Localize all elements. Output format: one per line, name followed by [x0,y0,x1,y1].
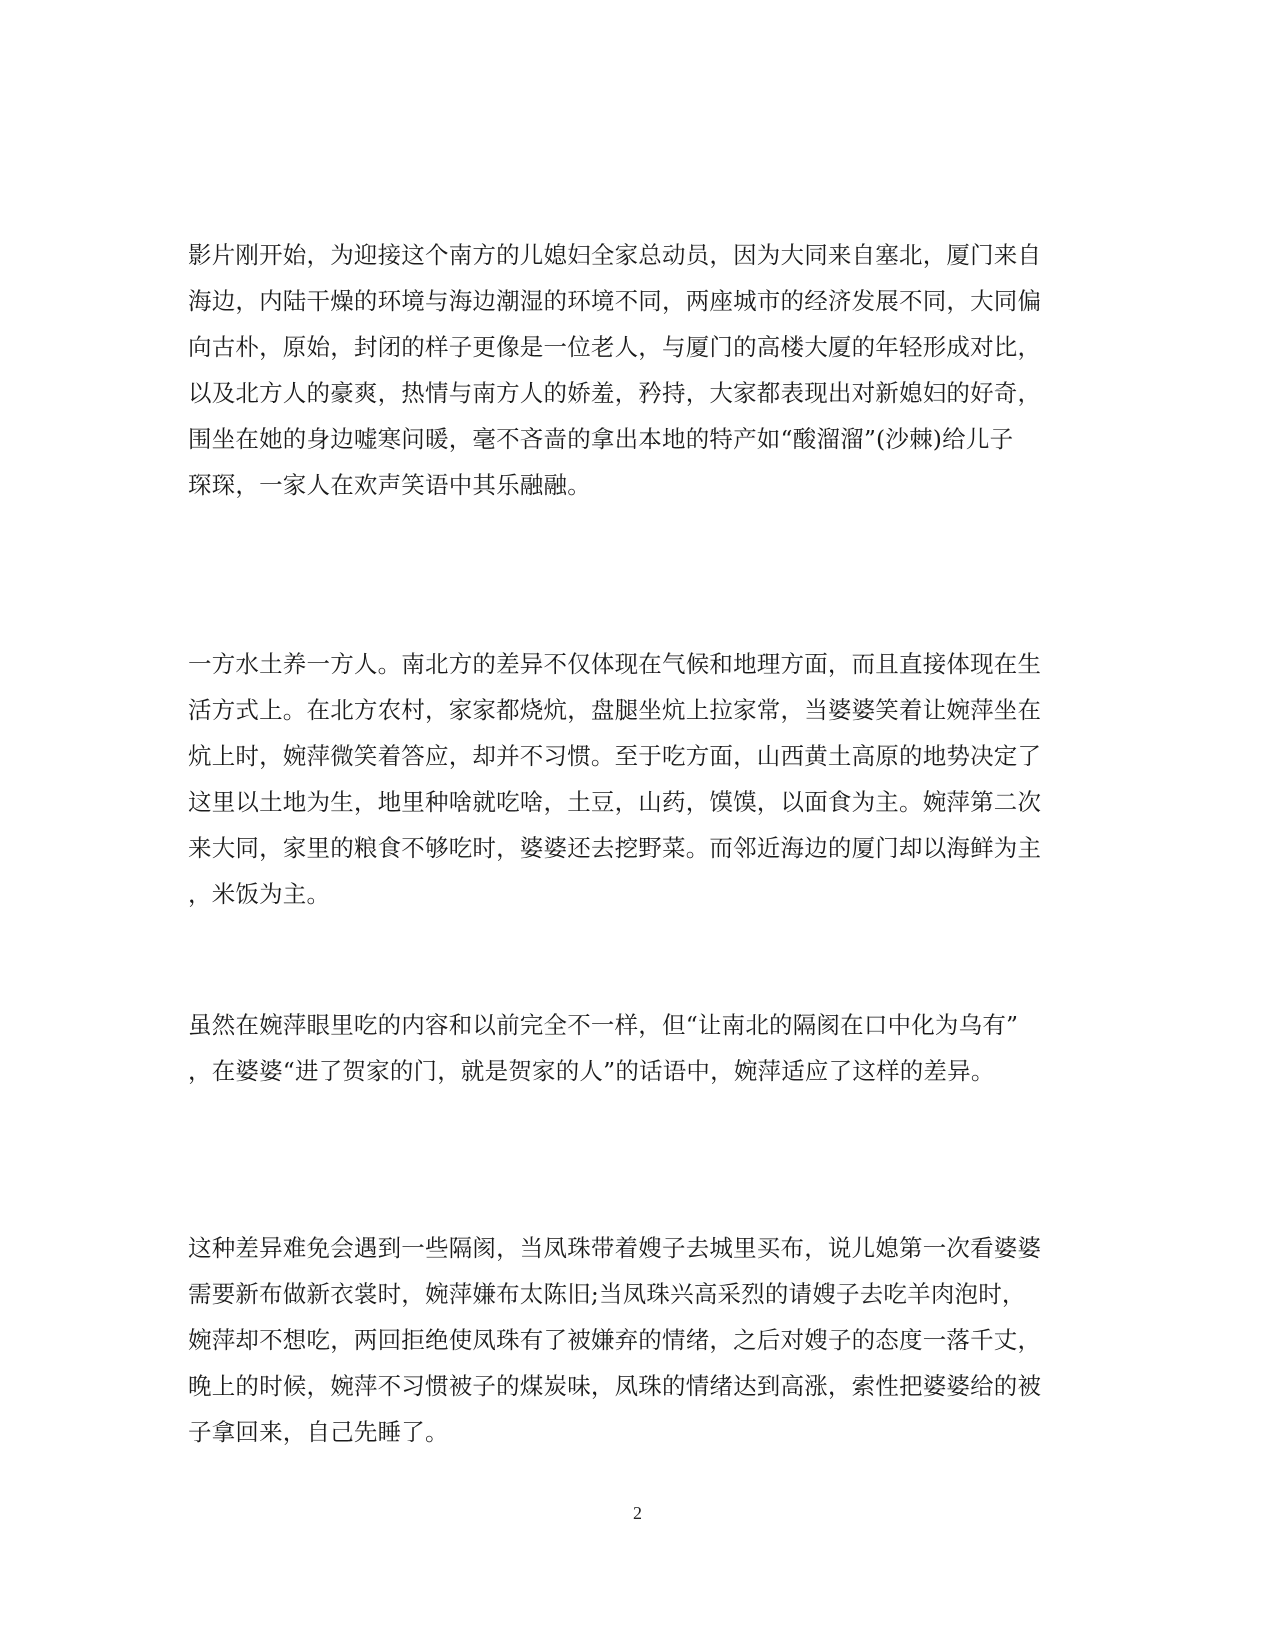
text-line: 晚上的时候，婉萍不习惯被子的煤炭味，凤珠的情绪达到高涨，索性把婆婆给的被 [188,1372,1042,1400]
paragraph-4 [188,1225,1094,1455]
text-line: 琛琛，一家人在欢声笑语中其乐融融。 [188,471,591,499]
text-line: ，在婆婆“进了贺家的门，就是贺家的人”的话语中，婉萍适应了这样的差异。 [188,1057,995,1085]
text-line: 婉萍却不想吃，两回拒绝使凤珠有了被嫌弃的情绪，之后对嫂子的态度一落千丈， [188,1326,1042,1354]
text-line: 活方式上。在北方农村，家家都烧炕，盘腿坐炕上拉家常，当婆婆笑着让婉萍坐在 [188,696,1042,724]
text-line: 影片刚开始，为迎接这个南方的儿媳妇全家总动员，因为大同来自塞北，厦门来自 [188,241,1042,269]
text-line: 海边，内陆干燥的环境与海边潮湿的环境不同，两座城市的经济发展不同，大同偏 [188,287,1042,315]
paragraph-3 [188,1002,1094,1094]
text-line: 向古朴，原始，封闭的样子更像是一位老人，与厦门的高楼大厦的年轻形成对比， [188,333,1042,361]
text-line: 这里以土地为生，地里种啥就吃啥，土豆，山药，馍馍，以面食为主。婉萍第二次 [188,788,1042,816]
paragraph-1 [188,232,1094,508]
page-number: 2 [633,1503,642,1523]
text-line: 以及北方人的豪爽，热情与南方人的娇羞，矜持，大家都表现出对新媳妇的好奇， [188,379,1042,407]
text-line: 来大同，家里的粮食不够吃时，婆婆还去挖野菜。而邻近海边的厦门却以海鲜为主 [188,834,1042,862]
text-line: 这种差异难免会遇到一些隔阂，当凤珠带着嫂子去城里买布，说儿媳第一次看婆婆 [188,1234,1042,1262]
text-line: 炕上时，婉萍微笑着答应，却并不习惯。至于吃方面，山西黄土高原的地势决定了 [188,742,1042,770]
paragraph-2 [188,641,1094,917]
text-line: 一方水土养一方人。南北方的差异不仅体现在气候和地理方面，而且直接体现在生 [188,650,1042,678]
text-line: ，米饭为主。 [188,880,331,908]
text-line: 虽然在婉萍眼里吃的内容和以前完全不一样，但“让南北的隔阂在口中化为乌有” [188,1011,1019,1039]
text-line: 子拿回来，自己先睡了。 [188,1418,449,1446]
text-line: 需要新布做新衣裳时，婉萍嫌布太陈旧;当凤珠兴高采烈的请嫂子去吃羊肉泡时， [188,1280,1026,1308]
text-line: 围坐在她的身边嘘寒问暖，毫不吝啬的拿出本地的特产如“酸溜溜”(沙棘)给儿子 [188,425,1014,453]
